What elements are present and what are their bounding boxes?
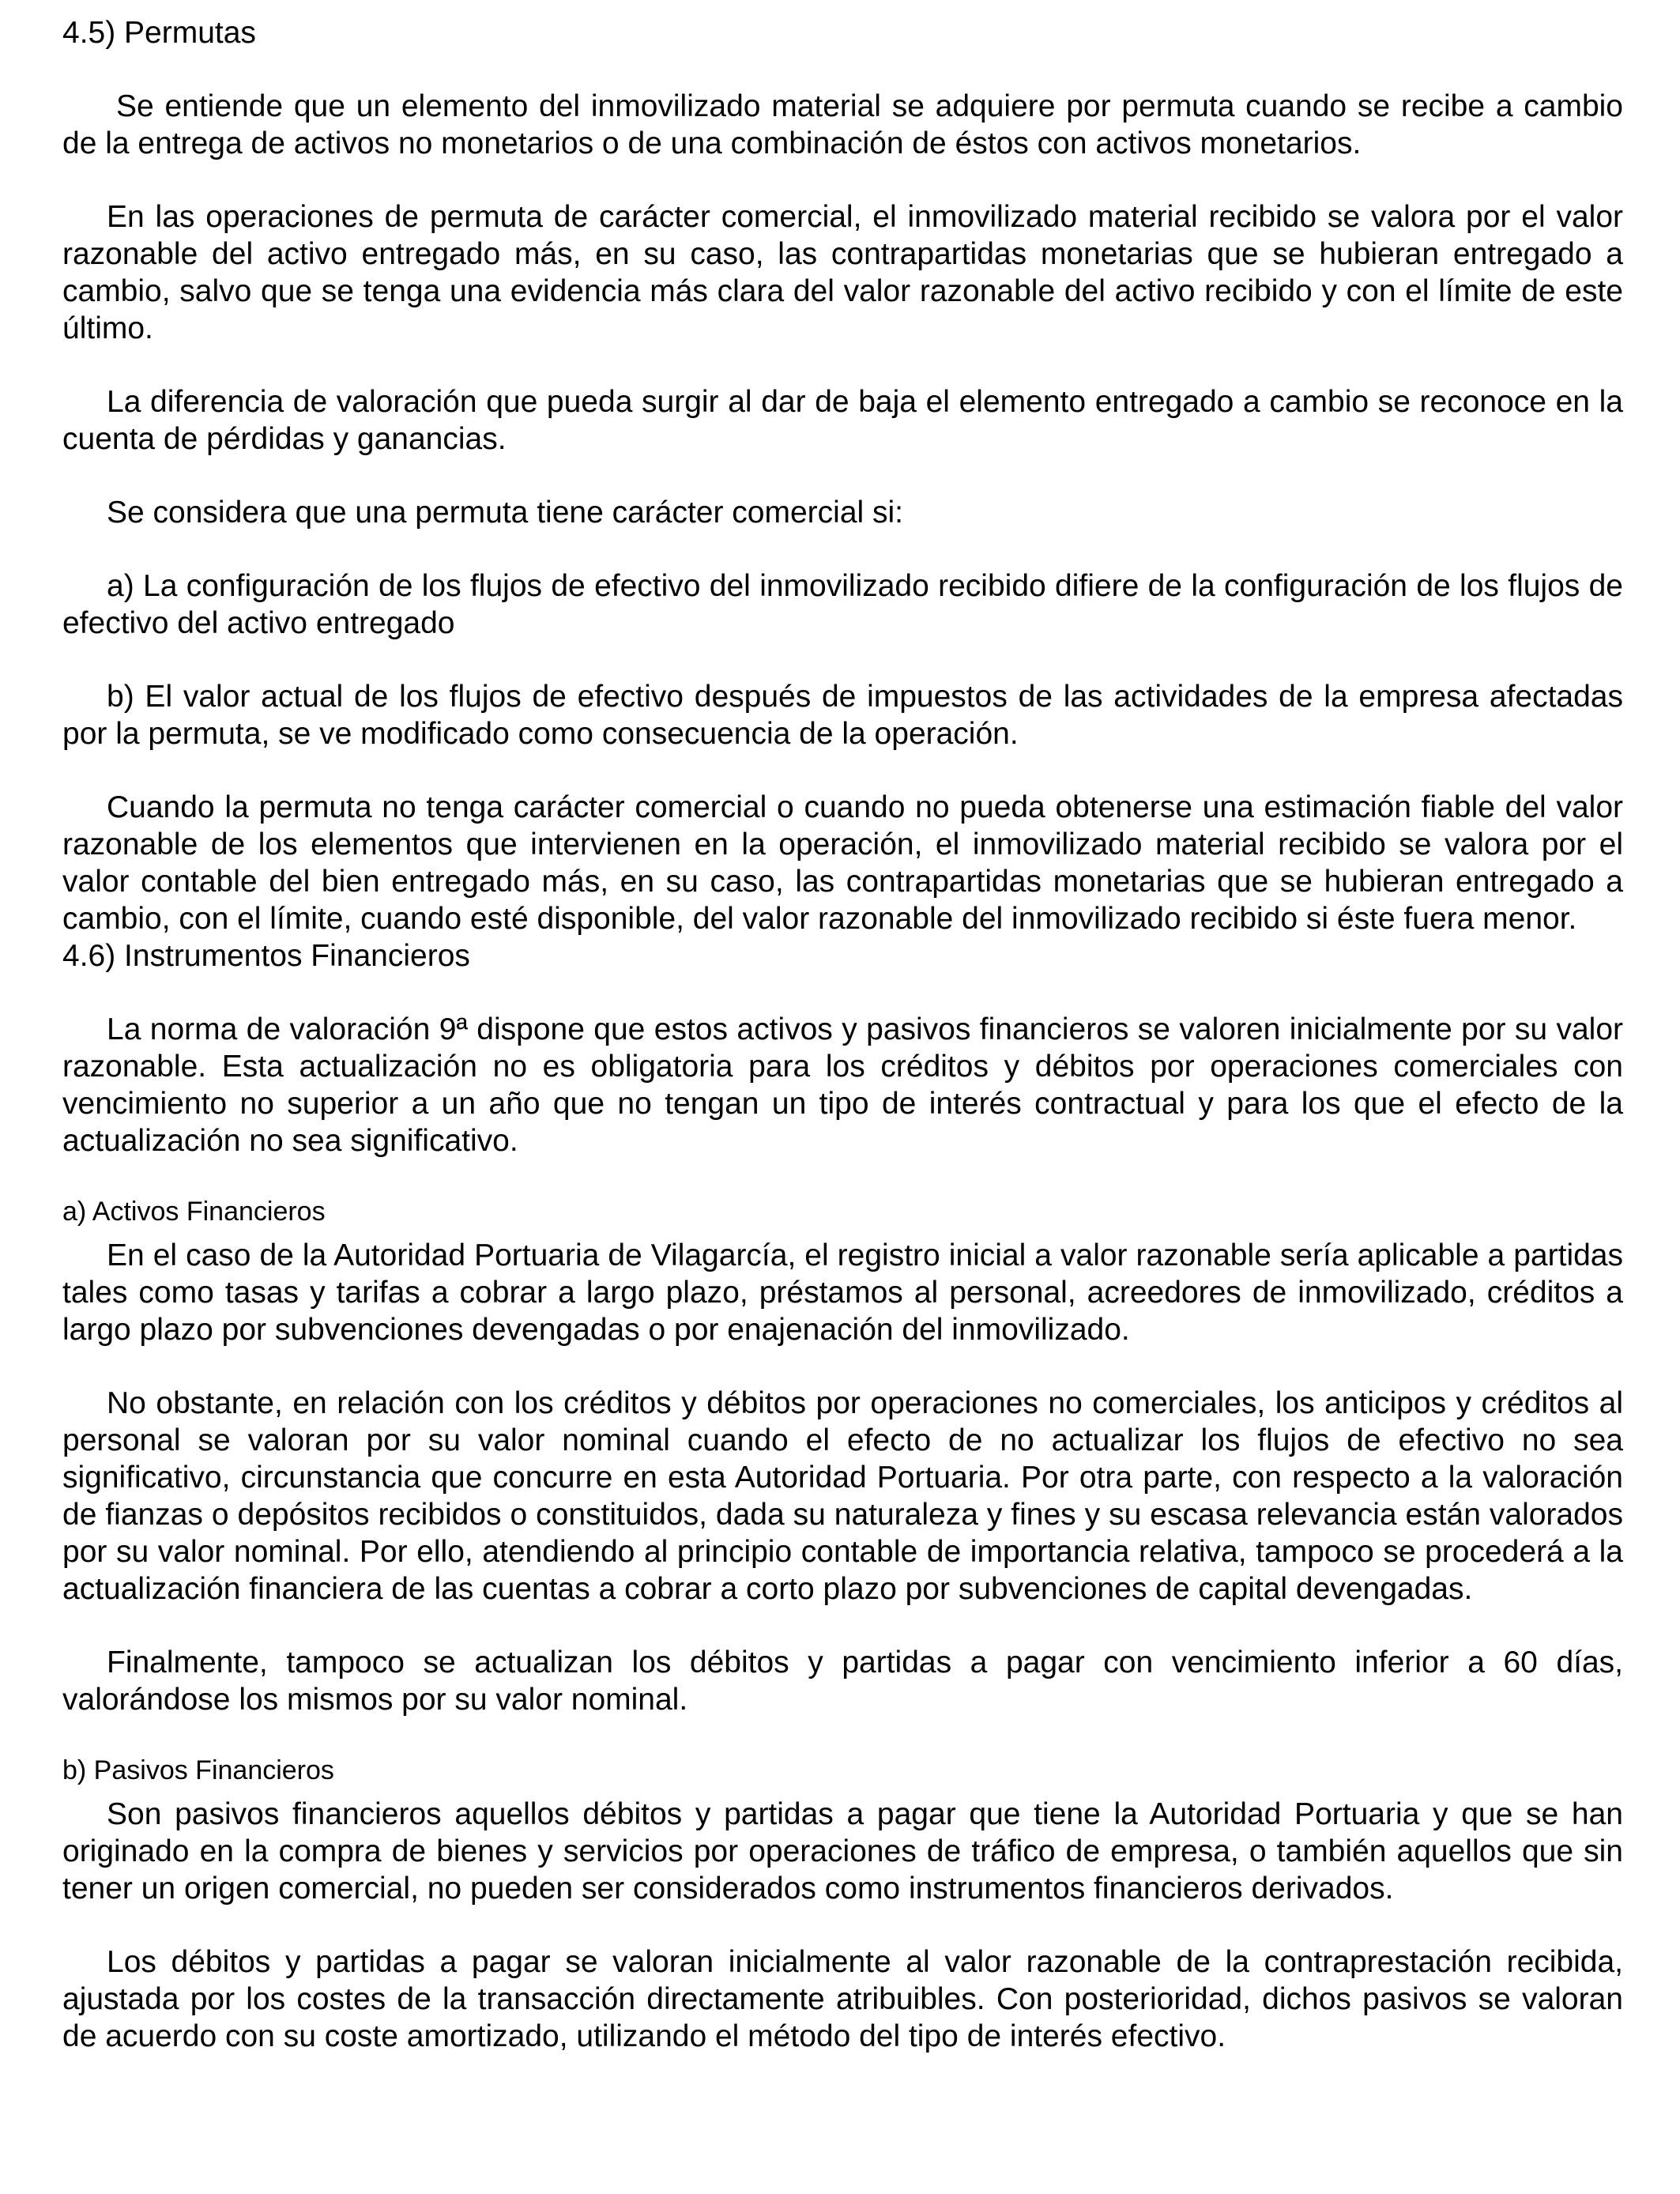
paragraph-activos-registro-inicial: En el caso de la Autoridad Portuaria de Vilagarcía, el registro inicial a valor razonable sería aplicable a partidas tales como tasas y tarifas a cobrar a largo plazo, préstamos al personal, acreedores de inmovilizado, créditos a largo plazo por subvenciones devengadas o por enajenación del inmovilizado.: [62, 1238, 1623, 1347]
document-page: [62, 0, 1623, 2194]
paragraph-condicion-a: a) La configuración de los flujos de efectivo del inmovilizado recibido difiere de la configuración de los flujos de efectivo del activo entregado: [62, 569, 1623, 640]
paragraph-permuta-definicion: Se entiende que un elemento del inmovilizado material se adquiere por permuta cuando se recibe a cambio de la entrega de activos no monetarios o de una combinación de éstos con activos monetarios.: [62, 89, 1623, 160]
section-heading-permutas: 4.5) Permutas: [62, 16, 256, 50]
section-4-6: [62, 937, 1623, 2055]
paragraph-activos-no-obstante: No obstante, en relación con los créditos y débitos por operaciones no comerciales, los anticipos y créditos al personal se valoran por su valor nominal cuando el efecto de no actualizar los flujos de efectivo no sea significativo, circunstancia que concurre en esta Autoridad Portuaria. Por otra parte, con respecto a la valoración de fianzas o depósitos recibidos o constituidos, dada su naturaleza y fines y su escasa relevancia están valorados por su valor nominal. Por ello, atendiendo al principio contable de importancia relativa, tampoco se procederá a la actualización financiera de las cuentas a cobrar a corto plazo por subvenciones de capital devengadas.: [62, 1386, 1623, 1606]
paragraph-diferencia-valoracion: La diferencia de valoración que pueda surgir al dar de baja el elemento entregado a cambio se reconoce en la cuenta de pérdidas y ganancias.: [62, 385, 1623, 456]
section-4-5: [62, 0, 1623, 937]
section-heading-instrumentos-financieros: 4.6) Instrumentos Financieros: [62, 939, 470, 973]
paragraph-permuta-comercial: En las operaciones de permuta de carácter comercial, el inmovilizado material recibido se valora por el valor razonable del activo entregado más, en su caso, las contrapartidas monetarias que se hubieran entregado a cambio, salvo que se tenga una evidencia más clara del valor razonable del activo recibido y con el límite de este último.: [62, 200, 1623, 345]
subheading-activos-financieros: a) Activos Financieros: [62, 1197, 326, 1227]
paragraph-norma-valoracion: La norma de valoración 9ª dispone que estos activos y pasivos financieros se valoren inicialmente por su valor razonable. Esta actualización no es obligatoria para los créditos y débitos por operaciones comerciales con vencimiento no superior a un año que no tengan un tipo de interés contractual y para los que el efecto de la actualización no sea significativo.: [62, 1012, 1623, 1158]
paragraph-caracter-comercial: Se considera que una permuta tiene carácter comercial si:: [107, 496, 904, 530]
paragraph-permuta-no-comercial: Cuando la permuta no tenga carácter comercial o cuando no pueda obtenerse una estimación fiable del valor razonable de los elementos que intervienen en la operación, el inmovilizado material recibido se valora por el valor contable del bien entregado más, en su caso, las contrapartidas monetarias que se hubieran entregado a cambio, con el límite, cuando esté disponible, del valor razonable del inmovilizado recibido si éste fuera menor.: [62, 790, 1623, 936]
subheading-pasivos-financieros: b) Pasivos Financieros: [62, 1755, 334, 1785]
paragraph-pasivos-definicion: Son pasivos financieros aquellos débitos y partidas a pagar que tiene la Autoridad Portuaria y que se han originado en la compra de bienes y servicios por operaciones de tráfico de empresa, o también aquellos que sin tener un origen comercial, no pueden ser considerados como instrumentos financieros derivados.: [62, 1797, 1623, 1906]
paragraph-pasivos-valoracion: Los débitos y partidas a pagar se valoran inicialmente al valor razonable de la contraprestación recibida, ajustada por los costes de la transacción directamente atribuibles. Con posterioridad, dichos pasivos se valoran de acuerdo con su coste amortizado, utilizando el método del tipo de interés efectivo.: [62, 1945, 1623, 2053]
paragraph-condicion-b: b) El valor actual de los flujos de efectivo después de impuestos de las actividades de la empresa afectadas por la permuta, se ve modificado como consecuencia de la operación.: [62, 680, 1623, 751]
paragraph-activos-finalmente: Finalmente, tampoco se actualizan los débitos y partidas a pagar con vencimiento inferior a 60 días, valorándose los mismos por su valor nominal.: [62, 1646, 1623, 1717]
